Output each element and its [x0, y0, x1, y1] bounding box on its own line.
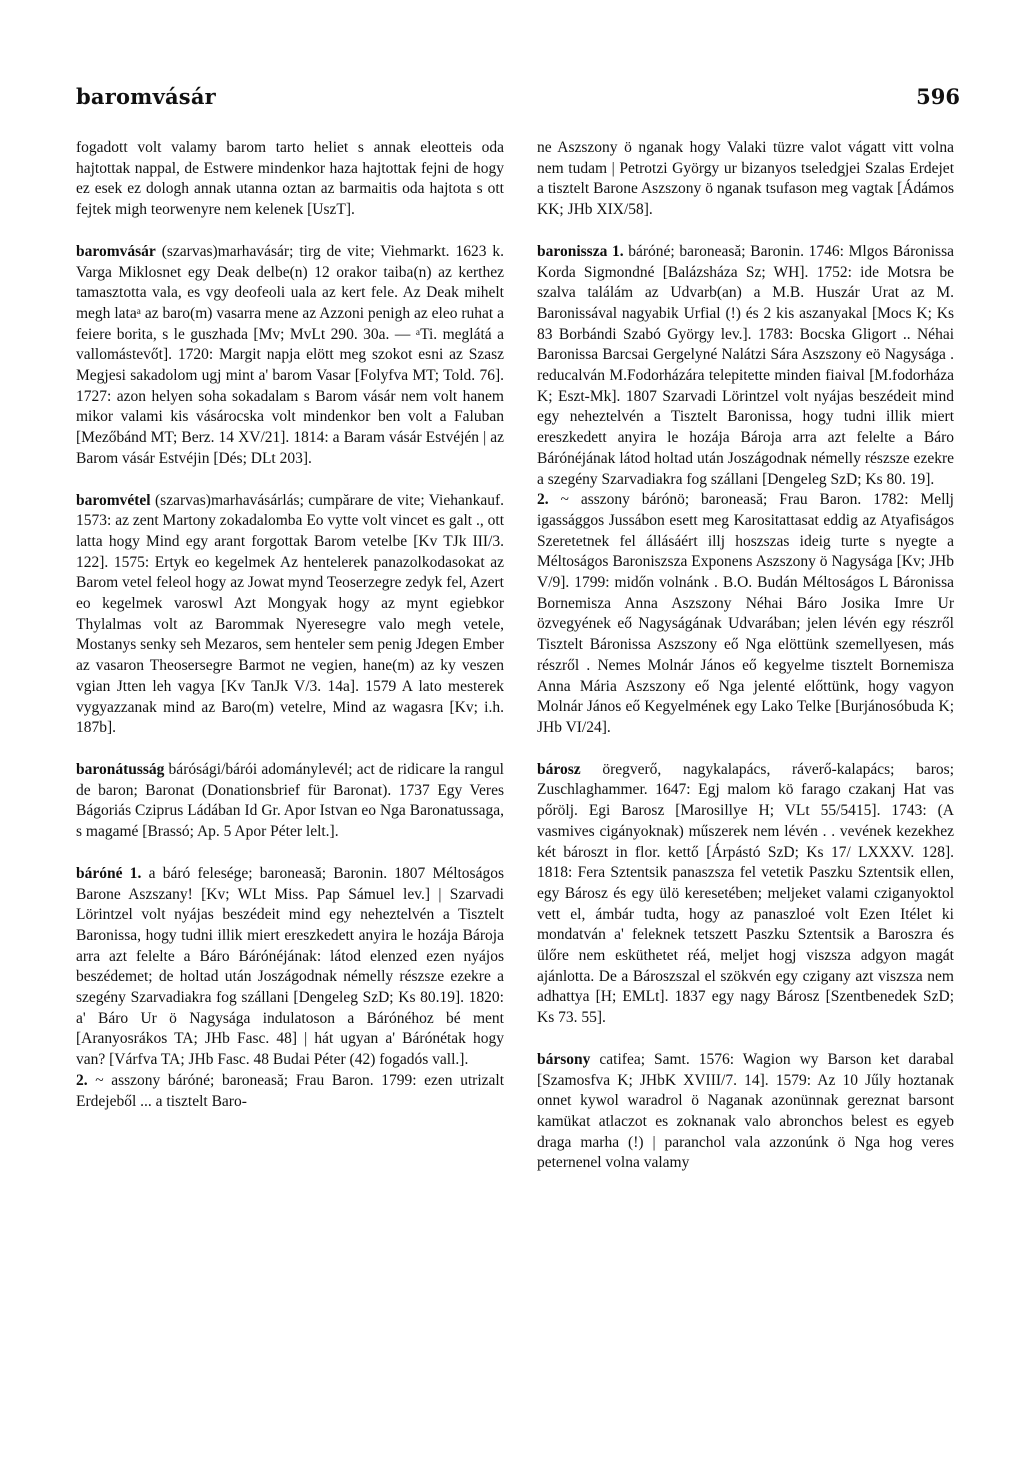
headword: báróné 1. [76, 864, 142, 882]
headword: baronissza 1. [537, 242, 624, 260]
entry-barosz: bárosz öregverő, nagykalapács, ráverő-kalapács; baros; Zuschlaghammer. 1647: Egj malom kö farago czakanj Hat vas pőrölj. Egi Barosz [Marosillye H; VLt 55/5415]. 1743: (A vasmives cigányoknak) műszerek nem lévén . . vevének kezekhez két bároszt in flor. kettő [Árpástó SzD; Ks 17/ LXXXV. 128]. 1818: Fera Sztentsik panaszsza fel vetetik Paszku Sztentsik ellen, egy Bárosz és egy ülö keresetében; meljeket valami cziganyoktol vett el, ámbár tudta, hogy az panaszloé volt Ezen Itélet ki mondatván a' feleknek tetszett Paszku Sztentsik a Baroszra és ülőre nem esküthetet réá, meljet hogj viszsza adgyon magát ajánlotta. De a Bároszszal el szökvén egy czigany azt viszsza nem adhattya [H; EMLt]. 1837 egy nagy Bárosz [Szentbenedek SzD; Ks 73. 55]. [537, 760, 954, 1027]
headword: bársony [537, 1050, 591, 1068]
entry-continuation: fogadott volt valamy barom tarto heliet s annak eleotteis oda hajtottak nappal, de Estwere mindenkor haza hajtottak fejni de hogy ez esek ez dologh annak utanna oztan az barmaitis oda hajtota s ott fejtek migh teorwenyre nem kelenek [UszT]. [76, 139, 504, 219]
entry-barone: báróné 1. a báró felesége; baroneasă; Baronin. 1807 Méltoságos Barone Aszszany! [Kv; WLt Miss. Pap Sámuel lev.] | Szarvadi Lörintzel volt nyájas beszédeit mind egy neheztelvén a Tisztelt Baronissa, hogy tudni illik miert ereszkedett anyira le hozája Bároja arra azt felelte a Báro Bárónéjának: látod elenzed ezen nyájos beszédemet; de holtad után Joszágodnak némelly részsze ezekre a szegény Szarvadiakra fog szállani [Dengeleg SzD; Ks 80.19]. 1820: a' Báro Ur ö Nagysága indulatoson a Bárónéhoz bé ment [Aranyosrákos TA; JHb Fasc. 48] | hát ugyan a' Bárónétak hogy van? [Várfva TA; JHb Fasc. 48 Budai Péter (42) fogadós vall.]. [76, 864, 505, 1069]
entry-continuation: ne Aszszony ö nganak hogy Valaki tüzre valot vágatt vitt volna nem tudam | Petrotzi György ur bizanyos tseledgjei Szalas Erdejet a tisztelt Barone Aszszony ö nganak tsufason meg vagtak [Ádámos KK; JHb XIX/58]. [537, 139, 954, 219]
entry-baromvasar: baromvásár (szarvas)marhavásár; tirg de vite; Viehmarkt. 1623 k. Varga Miklosnet egy Deak delbe(n) 12 orakor taiba(n) az kerthez tamasztotta vala, es vgy deofeoli uala az kert fele. Az Deak mihelt megh lataᵃ az baro(m) vasarra mene az Azzoni penigh az eleo ruhat a feiere borita, s le guszhada [Mv; MvLt 290. 30a. — ᵃTi. meglátá a vallomástevőt]. 1720: Margit napja elött meg szokot esni az Szasz Megjesi sakadolom ugj mint a' barom Vasar [Folyfva MT; Told. 76]. 1727: azon helyen soha sokadalam s Barom vásár nem volt hanem mikor valami kis vásárocska volt mindenkor ben volt a Faluban [Mezőbánd MT; Berz. 14 XV/21]. 1814: a Baram vásár Estvéjén | az Barom vásár Estvéjin [Dés; DLt 203]. [76, 242, 504, 467]
headword: baronátusság [76, 760, 165, 778]
entry-barsony: bársony catifea; Samt. 1576: Wagion wy Barson ket darabal [Szamosfva K; JHbK XVIII/7. 14]. 1579: Az 10 Jűly hoztanak onnet kywol waradrol ö Naganak azonünnak gereznat barsont kamükat atlaczot es zoknanak valo abronchos belest es egyeb draga marha (!) | paranchol vala azzonúnk ö Nga hog veres peternenel volna valamy [537, 1050, 954, 1172]
right-column [537, 138, 954, 1174]
headword: bárosz [537, 760, 581, 778]
headword: baromvásár [76, 242, 156, 260]
entry-barone-2: 2. ~ asszony báróné; baroneasă; Frau Baron. 1799: ezen utrizalt Erdejeből ... a tisztelt Baro- [76, 1071, 504, 1110]
entry-baronissza: baronissza 1. báróné; baroneasă; Baronin. 1746: Mlgos Báronissa Korda Sigmondné [Balázsháza Sz; WH]. 1752: ide Motsra be szalva találám az Udvarb(an) a M.B. Huszár Urat az M. Baronissával nagyabik Urfial (!) és 2 kis aszanyakal [Mocs K; Ks 83 Borbándi Szabó György lev.]. 1783: Bocska Gligort .. Néhai Baronissa Barcsai Gergelyné Nalátzi Sára Aszszony eö Nagysága . reducalván M.Fodorházára telepitette minden fiaival [M.fodorháza K; Eszt-Mk]. 1807 Szarvadi Lörintzel volt nyájas beszédeit mind egy neheztelvén a Tisztelt Baronissa, hogy tudni illik miert ereszkedett anyira le hozája Bároja arra azt felelte a Báro Bárónéjának látod holtad után Joszágodnak némelly részsze ezekre a szegény Szarvadiakra fog szállani [Dengeleg SzD; Ks 80. 19]. [537, 242, 954, 488]
left-column [76, 138, 504, 1112]
running-head: baromvásár [76, 84, 216, 109]
entry-baronatussag: baronátusság bárósági/bárói adománylevél; act de ridicare la rangul de baron; Baronat (Donationsbrief für Baronat). 1737 Egy Veres Bágoriás Cziprus Ládában Id Gr. Apor Istvan eo Nga Baronatussaga, s magamé [Brassó; Ap. 5 Apor Péter lelt.]. [76, 760, 504, 841]
page-number: 596 [916, 84, 960, 109]
entry-baromvetel: baromvétel (szarvas)marhavásárlás; cumpărare de vite; Viehankauf. 1573: az zent Martony zokadalomba Eo vytte volt vincet es galt ., ott latta hogy Mind egy arant forgottak Barom vetelbe [Kv TJk III/3. 122]. 1575: Ertyk eo kegelmek Az hentelerek panazolkodasokat az Barom vetel feleol hogy az Jowat mynd Teoserzegre zedyk fel, Azert eo kegelmek varoswl Azt Mongyak hogy az mynt egiebkor Thylalmas volt az Barommak Nyeresegre valo megh vetele, Mostanys senky seh Mezaros, sem henteler sem penig Jdegen Ember az vasaron Theosersegre Barmot ne vegien, hane(m) az ky veszen vgian Jtten leh vagya [Kv TanJk V/3. 14a]. 1579 A lato mesterek vygyazzanak mind az Baro(m) vetelre, Mind az wagasra [Kv; i.h. 187b]. [76, 491, 504, 737]
sense-number: 2. [76, 1071, 88, 1089]
entry-baronissza-2: 2. ~ asszony bárónö; baroneasă; Frau Baron. 1782: Mellj igassággos Jussábon esett meg Karositattasat eddig az Atyafiságos Szeretetnek fel állásáért illj hoszszas ideig turte s nyegte a Méltoságos Baroniszsza Exponens Aszszony ö Nagysága [Kv; JHb V/9]. 1799: midőn volnánk . B.O. Budán Méltoságos L Báronissa Bornemisza Anna Aszszony Néhai Báro Josika Imre Ur özvegyének eő Nagyságának Udvarában; jelen lévén egy részről Tisztelt Báronissa Aszszony eő Nga elöttünk szemellyesen, más részről . Nemes Molnár János eő kegyelme tisztelt Bornemisza Anna Mária Aszszony eő Nga jelenté előttünk, hogy vagyon Molnár János eő Kegyelmének egy Lako Telke [Burjánosóbuda K; JHb VI/24]. [537, 491, 954, 736]
headword: baromvétel [76, 491, 151, 509]
sense-number: 2. [537, 491, 549, 509]
